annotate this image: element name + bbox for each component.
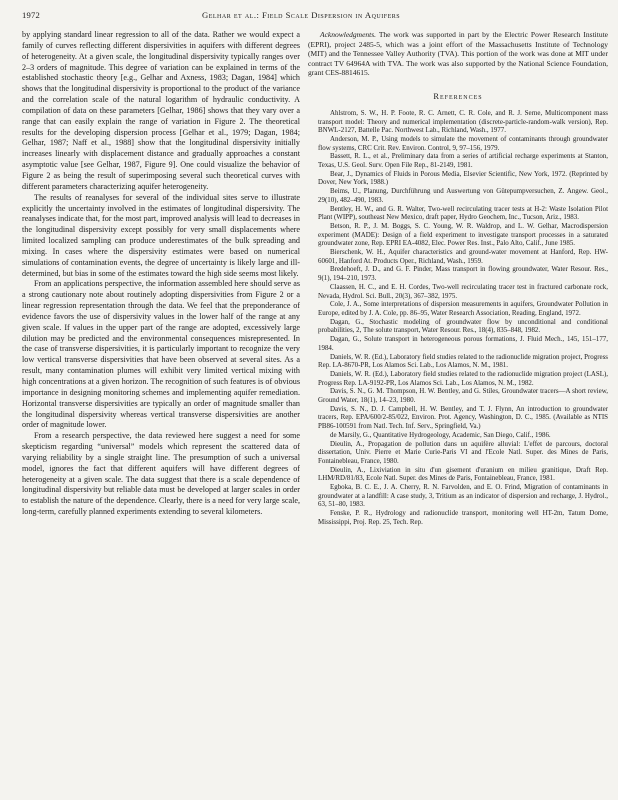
running-header <box>22 10 604 24</box>
reference-list <box>308 109 608 527</box>
reference-item: Cole, J. A., Some interpretations of dispersion measurements in aquifers, Groundwater Pollution in Europe, edited by J. A. Cole, pp. 86–95, Water Research Association, Reading, England, 1972. <box>318 300 608 317</box>
reference-item: Fenske, P. R., Hydrology and radionuclide transport, monitoring well HT-2m, Tatum Dome, Mississippi, Proj. Rep. 25, Tech. Rep. <box>318 509 608 526</box>
reference-item: Ahlstrom, S. W., H. P. Foote, R. C. Arnett, C. R. Cole, and R. J. Serne, Multicomponent mass transport model: Theory and numerical implementation (discrete-particle-random-walk version), Rep. BNWL-2127, Battelle Pac. Northwest Lab., Richland, Wash., 1977. <box>318 108 608 135</box>
left-column <box>22 30 300 518</box>
reference-item: Dieulin, A., Lixiviation in situ d'un gisement d'uranium en milieu granitique, Draft Rep. LHM/RD/81/83, Ecole Natl. Super. des Mines de Paris, Fontainebleau, France, 1981. <box>318 465 608 483</box>
reference-item: Beims, U., Planung, Durchführung und Auswertung von Gütepumpversuchen, Z. Angew. Geol., 29(10), 482–490, 1983. <box>318 187 608 204</box>
reference-item: Dagan, G., Solute transport in heterogeneous porous formations, J. Fluid Mech., 145, 151–177, 1984. <box>318 335 608 352</box>
reference-item: Daniels, W. R. (Ed.), Laboratory field studies related to the radionuclide migration project (LASL), Progress Rep. LA-9192-PR, Los Alamos Sci. Lab., Los Alamos, N. M., 1982. <box>318 369 608 387</box>
body-paragraph: The results of reanalyses for several of the individual sites serve to illustrate explicitly the uncertainty involved in the estimates of longitudinal dispersivity. The reanalyses indicate that, for the most part, improved analysis will lead to decreases in the longitudinal dispersivity except possibly for very small displacements where limited localized sampling can produce underestimates of the bulk spreading and mixing. In cases where the dispersivity estimates were based on numerical simulations of contamination events, the degree of uncertainty is likely large and ill-determined, but bias in some of the estimates toward the high side seems most likely. <box>22 192 300 278</box>
body-paragraph: From a research perspective, the data reviewed here suggest a need for some skepticism regarding “universal” models which represent the scattered data of varying reliability by a single straight line. The presumption of such a universal model, ignores the fact that different aquifers will have different degrees of heterogeneity at a given scale. The data suggest that there is a scale dependence of longitudinal dispersivity but reliable data must be developed at larger scales in order to establish the nature of the dependence. Clearly, there is a need for very large scale, long-term, carefully planned experiments extending to several kilometers. <box>22 431 300 517</box>
right-column <box>308 30 608 527</box>
reference-item: Dagan, G., Stochastic modeling of groundwater flow by unconditional and conditional probabilities, 2, The solute transport, Water Resour. Res., 18(4), 835–848, 1982. <box>318 317 608 335</box>
acknowledgments <box>308 30 608 78</box>
reference-item: Bredehoeft, J. D., and G. F. Pinder, Mass transport in flowing groundwater, Water Resour. Res., 9(1), 194–210, 1973. <box>318 265 608 283</box>
acknowledgments-text: The work was supported in part by the Electric Power Research Institute (EPRI), project 2485-5, which was a joint effort of the Massachusetts Institute of Technology (MIT) and the Tennessee Valley Authority (TVA). This portion of the work was done at MIT under contract TV 64964A with TVA. The work was also supported by the National Science Foundation, grant CES-8814615. <box>308 30 608 78</box>
references-heading: References <box>433 91 483 101</box>
reference-item: Bierschenk, W. H., Aquifer characteristics and ground-water movement at Hanford, Rep. HW-60601, Hanford At. Products Oper., Richland, Wash., 1959. <box>318 248 608 265</box>
body-paragraph: From an applications perspective, the information assembled here should serve as a strong cautionary note about routinely adopting dispersivities from Figure 2 or a linear regression representation through the data. We feel that the preponderance of evidence favors the use of dispersivity values in the lower half of the range at any given scale. If values in the upper part of the range are adopted, excessively large dilution may be predicted and the environmental consequences misrepresented. In the case of transverse dispersivities, it is particularly important to recognize the very low vertical transverse dispersivities that have been observed at several sites. As a result, many contamination plumes will exhibit very limited vertical mixing with high concentrations at a given horizon. The recognition of such features is of obvious importance in designing monitoring schemes and implementing aquifer remediation. Horizontal transverse dispersivities are typically an order of magnitude smaller than the longitudinal dispersivity whereas vertical transverse dispersivities are another order of magnitude lower. <box>22 279 300 430</box>
reference-item: Egboka, B. C. E., J. A. Cherry, R. N. Farvolden, and E. O. Frind, Migration of contaminants in groundwater at a landfill: A case study, 3, Tritium as an indicator of dispersion and recharge, J. Hydrol., 63, 51–80, 1983. <box>318 483 608 509</box>
reference-item: Dieulin, A., Propagation de pollution dans un aquifère alluvial: L'effet de parcours, doctoral dissertation, Univ. Pierre et Marie Curie-Paris VI and l'Ecole Natl. Super. des Mines de Paris, Fontainebleau, France, 1980. <box>318 439 608 465</box>
running-title: Gelhar et al.: Field Scale Dispersion in Aquifers <box>202 10 401 20</box>
reference-item: Betson, R. P., J. M. Boggs, S. C. Young, W. R. Waldrop, and L. W. Gelhar, Macrodispersion experiment (MADE): Design of a field experiment to investigate transport processes in a saturated groundwater zone, Rep. EPRI EA-4082, Elec. Power Res. Inst., Palo Alto, Calif., June 1985. <box>318 221 608 248</box>
acknowledgments-title: Acknowledgments. <box>320 30 377 39</box>
reference-item: Claassen, H. C., and E. H. Cordes, Two-well recirculating tracer test in fractured carbonate rock, Nevada, Hydrol. Sci. Bull., 20(3), 367–382, 1975. <box>318 282 608 300</box>
reference-item: Bassett, R. L., et al., Preliminary data from a series of artificial recharge experiments at Stanton, Texas, U.S. Geol. Surv. Open File Rep., 81-2149, 1981. <box>318 152 608 170</box>
reference-item: Bear, J., Dynamics of Fluids in Porous Media, Elsevier Scientific, New York, 1972. (Reprinted by Dover, New York, 1988.) <box>318 169 608 187</box>
page-number: 1972 <box>22 10 40 20</box>
reference-item: Davis, S. N., D. J. Campbell, H. W. Bentley, and T. J. Flynn, An introduction to groundwater tracers, Rep. EPA/600/2-85/022, Environ. Prot. Agency, Washington, D. C., 1985. (Available as NTIS PB86-100591 from Natl. Tech. Inf. Serv., Springfield, Va.) <box>318 404 608 431</box>
reference-item: Bentley, H. W., and G. R. Walter, Two-well recirculating tracer tests at H-2: Waste Isolation Pilot Plant (WIPP), southeast New Mexico, draft paper, Hydro Geochem, Inc., Tucson, Ariz., 1983. <box>318 204 608 222</box>
reference-item: Daniels, W. R. (Ed.), Laboratory field studies related to the radionuclide migration project, Progress Rep. LA-8670-PR, Los Alamos Sci. Lab., Los Alamos, N. M., 1981. <box>318 352 608 370</box>
reference-item: Anderson, M. P., Using models to simulate the movement of contaminants through groundwater flow systems, CRC Crit. Rev. Environ. Control, 9, 97–156, 1979. <box>318 134 608 152</box>
body-paragraph: by applying standard linear regression to all of the data. Rather we would expect a family of curves reflecting different dispersivities in aquifers with different degrees of heterogeneity. At a given scale, the longitudinal dispersivity typically ranges over 2–3 orders of magnitude. This degree of variation can be explained in terms of the established stochastic theory [e.g., Gelhar and Axness, 1983; Dagan, 1984] which shows that the longitudinal dispersivity is proportional to the product of the variance and the correlation scale of the natural logarithm of hydraulic conductivity. A compilation of data on these parameters [Gelhar, 1986] shows that they vary over a range that can easily explain the range of variation in Figure 2. The theoretical results for the developing dispersion process [Gelhar et al., 1979; Dagan, 1984; Gelhar, 1987; Naff et al., 1988] show that the longitudinal dispersivity initially increases linearly with displacement distance and gradually approaches a constant asymptotic value [see Gelhar, 1987, Figure 9]. One could visualize the behavior of Figure 2 as being the result of superimposing several such theoretical curves with different parameters characterizing aquifer heterogeneity. <box>22 30 300 191</box>
reference-item: de Marsily, G., Quantitative Hydrogeology, Academic, San Diego, Calif., 1986. <box>330 430 551 439</box>
reference-item: Davis, S. N., G. M. Thompson, H. W. Bentley, and G. Stiles, Groundwater tracers—A short review, Ground Water, 18(1), 14–23, 1980. <box>318 387 608 405</box>
